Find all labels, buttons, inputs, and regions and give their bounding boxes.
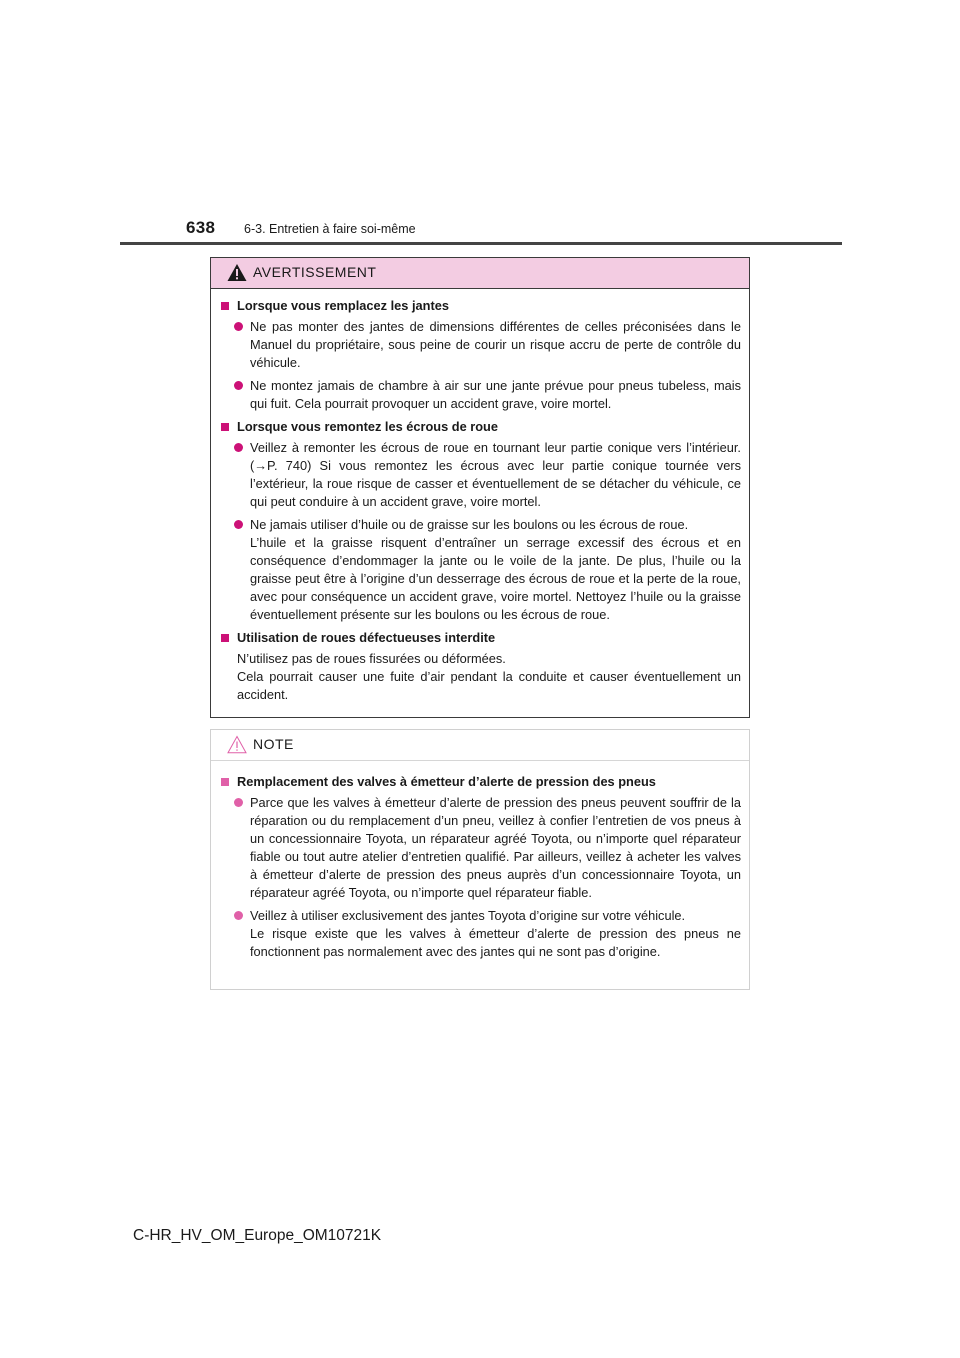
list-item	[219, 907, 741, 961]
list-item-text: Ne pas monter des jantes de dimensions différentes de celles préconisées dans le Manuel du propriétaire, sous peine de courir un risque accru de perte de contrôle du véhicule.	[250, 319, 741, 370]
list-item-text: Ne jamais utiliser d’huile ou de graisse sur les boulons ou les écrous de roue.	[250, 517, 689, 532]
note-title: NOTE	[253, 736, 294, 752]
square-bullet-icon	[221, 634, 229, 642]
document-code: C-HR_HV_OM_Europe_OM10721K	[133, 1227, 382, 1244]
list-item-text: Veillez à remonter les écrous de roue en tournant leur partie conique vers l’intérieur. (→P. 740) Si vous remontez les écrous avec leur partie conique tournée vers l’extérieur, la roue risque de casser et éventuellement de se détacher du véhicule, ce qui peut conduire à un accident grave, voire mortel.	[250, 440, 741, 509]
note-body	[211, 761, 749, 961]
warning-title: AVERTISSEMENT	[253, 264, 377, 280]
section-heading-text: Lorsque vous remplacez les jantes	[237, 298, 449, 313]
list-item-text: Ne montez jamais de chambre à air sur une jante prévue pour pneus tubeless, mais qui fuit. Cela pourrait provoquer un accident grave, voire mortel.	[250, 378, 741, 411]
section-heading-text: Lorsque vous remontez les écrous de roue	[237, 419, 498, 434]
list-item-text: Parce que les valves à émetteur d’alerte de pression des pneus peuvent souffrir de la réparation ou du remplacement d’un pneu, veillez à confier l’entretien de vos pneus à un concessionnaire Toyota, un réparateur agréé Toyota, ou n’importe quel réparateur fiable ou tout autre atelier d’entretien qualifié. Par ailleurs, veillez à acheter les valves à émetteur d’alerte de pression des pneus auprès d’un concessionnaire Toyota, un réparateur agréé Toyota, ou n’importe quel réparateur fiable.	[250, 795, 741, 900]
square-bullet-icon	[221, 423, 229, 431]
list-item-text: Veillez à utiliser exclusivement des jantes Toyota d’origine sur votre véhicule.	[250, 908, 686, 923]
square-bullet-icon	[221, 778, 229, 786]
note-box-header	[211, 730, 749, 761]
warning-box-header	[211, 258, 749, 289]
section-heading-text: Remplacement des valves à émetteur d’alerte de pression des pneus	[237, 774, 656, 789]
list-item	[219, 377, 741, 413]
section-title: 6-3. Entretien à faire soi-même	[244, 222, 416, 236]
round-bullet-icon	[234, 520, 243, 529]
section-heading	[219, 773, 741, 791]
round-bullet-icon	[234, 381, 243, 390]
paragraph-line: N’utilisez pas de roues fissurées ou déformées.	[237, 651, 506, 666]
list-item-text: L’huile et la graisse risquent d’entraîner un serrage excessif des écrous et en conséquence d’endommager la jante ou le voile de la jante. De plus, l’huile ou la graisse peut être à l’origine d’un desserrage des écrous de roue et la perte de la roue, avec pour conséquence un accident grave, voire mortel. Nettoyez l’huile ou la graisse éventuellement présente sur les boulons ou les écrous de roue.	[250, 535, 741, 622]
section-heading	[219, 297, 741, 315]
header-divider	[120, 242, 842, 245]
list-item	[219, 794, 741, 902]
paragraph-line: Cela pourrait causer une fuite d’air pendant la conduite et causer éventuellement un accident.	[237, 669, 741, 702]
round-bullet-icon	[234, 911, 243, 920]
round-bullet-icon	[234, 322, 243, 331]
page-number: 638	[186, 218, 216, 237]
list-item	[219, 516, 741, 624]
warning-body	[211, 289, 749, 704]
list-item-text: Le risque existe que les valves à émetteur d’alerte de pression des pneus ne fonctionnent pas normalement avec des jantes qui ne sont pas d’origine.	[250, 926, 741, 959]
caution-outline-triangle-icon	[227, 735, 247, 754]
warning-box	[210, 257, 750, 718]
section-heading	[219, 629, 741, 647]
warning-triangle-icon	[227, 263, 247, 282]
list-item	[219, 318, 741, 372]
round-bullet-icon	[234, 798, 243, 807]
section-heading	[219, 418, 741, 436]
round-bullet-icon	[234, 443, 243, 452]
note-box	[210, 729, 750, 990]
paragraph	[219, 650, 741, 704]
section-heading-text: Utilisation de roues défectueuses interdite	[237, 630, 496, 645]
square-bullet-icon	[221, 302, 229, 310]
list-item	[219, 439, 741, 511]
